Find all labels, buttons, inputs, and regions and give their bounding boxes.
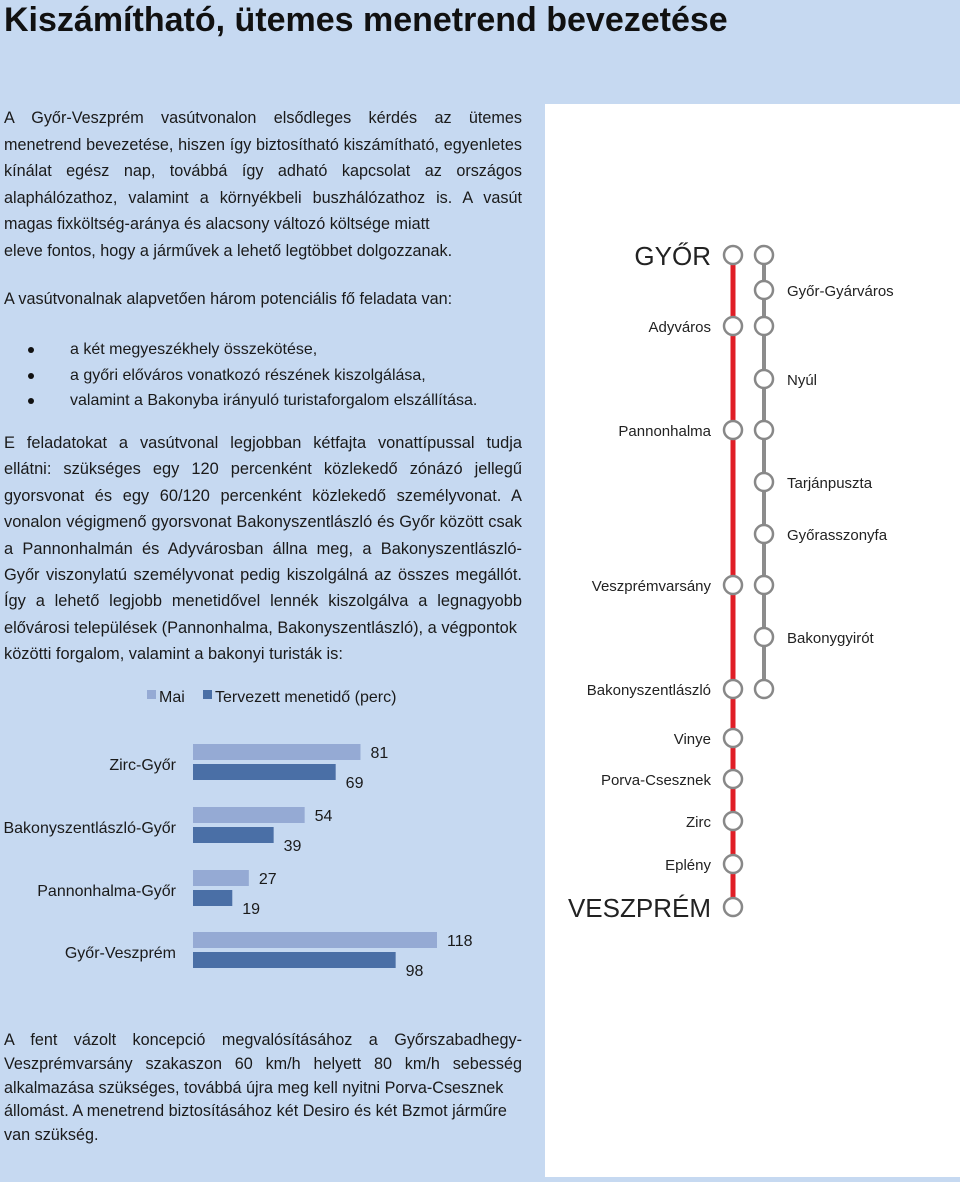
station-marker [755,281,773,299]
bar-mai [193,744,360,760]
list-item: a győri előváros vonatkozó részének kiszolgálása, [26,363,477,389]
station-marker [755,628,773,646]
railway-line-map [545,104,960,1177]
station-marker [755,576,773,594]
station-marker [755,317,773,335]
task-list [26,337,477,414]
station-label: Vinye [673,731,711,748]
trains-paragraph-last-line: közötti forgalom, valamint a bakonyi turisták is: [4,645,343,664]
bar-mai [193,807,305,823]
bar-tervezett [193,890,232,906]
concept-paragraph-last-line: állomást. A menetrend biztosításához két Desiro és két Bzmot járműre van szükség. [4,1102,507,1145]
intro-paragraph [4,105,522,265]
tasks-intro-paragraph: A vasútvonalnak alapvetően három potenciális fő feladata van: [4,290,453,308]
station-label: GYŐR [634,241,711,271]
list-item: a két megyeszékhely összekötése, [26,337,477,363]
legend-label: Tervezett menetidő (perc) [215,689,397,706]
station-marker [724,812,742,830]
station-label: Veszprémvarsány [591,578,711,595]
page-title: Kiszámítható, ütemes menetrend bevezetése [4,1,728,39]
data-label: 54 [314,808,333,825]
list-item: valamint a Bakonyba irányuló turistaforgalom elszállítása. [26,388,477,414]
station-marker [755,525,773,543]
station-marker [724,317,742,335]
bar-tervezett [193,952,396,968]
bar-mai [193,870,249,886]
station-marker [724,680,742,698]
station-label: Győr-Gyárváros [787,283,894,300]
station-marker [724,855,742,873]
category-label: Zirc-Győr [109,757,176,774]
bar-tervezett [193,827,274,843]
station-marker [755,680,773,698]
station-label: Nyúl [787,372,818,389]
station-marker [724,576,742,594]
data-label: 19 [242,901,261,918]
data-label: 27 [258,871,277,888]
bar-tervezett [193,764,336,780]
station-marker [724,898,742,916]
station-marker [755,421,773,439]
station-label: Eplény [665,857,711,874]
concept-paragraph-body: A fent vázolt koncepció megvalósításához a Győrszabadhegy-Veszprémvarsány szakaszon 60 km/h helyett 80 km/h sebesség alkalmazása szükséges, továbbá újra meg kell nyitni Porva-Csesznek [4,1031,522,1097]
data-label: 39 [283,838,302,855]
bar-mai [193,932,437,948]
legend-swatch [147,690,156,699]
legend-swatch [203,690,212,699]
intro-paragraph-body: A Győr-Veszprém vasútvonalon elsődleges kérdés az ütemes menetrend bevezetése, hiszen így biztosítható kiszámítható, egyenletes kínálat egész nap, továbbá így adható kapcsolat az országos alaphálózathoz, valamint a környékbeli buszhálózathoz is. A vasút magas fixköltség-aránya és alacsony változó költsége miatt [4,109,522,234]
trains-paragraph [4,430,522,668]
legend-label: Mai [159,689,185,706]
line-map-panel [545,104,960,1177]
data-label: 98 [405,963,424,980]
station-label: Porva-Csesznek [600,772,711,789]
data-label: 81 [370,745,389,762]
station-label: Győrasszonyfa [787,527,888,544]
station-marker [755,370,773,388]
station-marker [755,246,773,264]
station-label: Zirc [686,814,711,831]
category-label: Pannonhalma-Győr [37,883,176,900]
data-label: 118 [447,933,473,950]
station-label: Adyváros [648,319,711,336]
travel-time-chart [0,680,540,980]
intro-paragraph-last-line: eleve fontos, hogy a járművek a lehető legtöbbet dolgozzanak. [4,241,453,260]
station-marker [724,729,742,747]
category-label: Győr-Veszprém [64,945,176,962]
station-marker [724,421,742,439]
category-label: Bakonyszentlászló-Győr [3,820,176,837]
concept-paragraph [4,1029,522,1148]
data-label: 69 [345,775,364,792]
station-label: Pannonhalma [618,423,711,440]
station-marker [755,473,773,491]
station-marker [724,770,742,788]
trains-paragraph-body: E feladatokat a vasútvonal legjobban kétfajta vonattípussal tudja ellátni: szükséges egy 120 percenként közlekedő zónázó jellegű gyorsvonat és egy 60/120 percenként közlekedő személyvonat. A vonalon végigmenő gyorsvonat Bakonyszentlászló és Győr között csak a Pannonhalmán és Adyvárosban állna meg, a Bakonyszentlászló-Győr viszonylatú személyvonat pedig kiszolgálná az összes megállót. Így a lehető legjobb menetidővel lennék kiszolgálva a legnagyobb elővárosi települések (Pannonhalma, Bakonyszentlászló), a végpontok [4,434,522,637]
station-label: Bakonyszentlászló [586,682,711,699]
station-label: Tarjánpuszta [787,475,873,492]
station-marker [724,246,742,264]
station-label: VESZPRÉM [567,893,711,923]
station-label: Bakonygyirót [787,630,874,647]
